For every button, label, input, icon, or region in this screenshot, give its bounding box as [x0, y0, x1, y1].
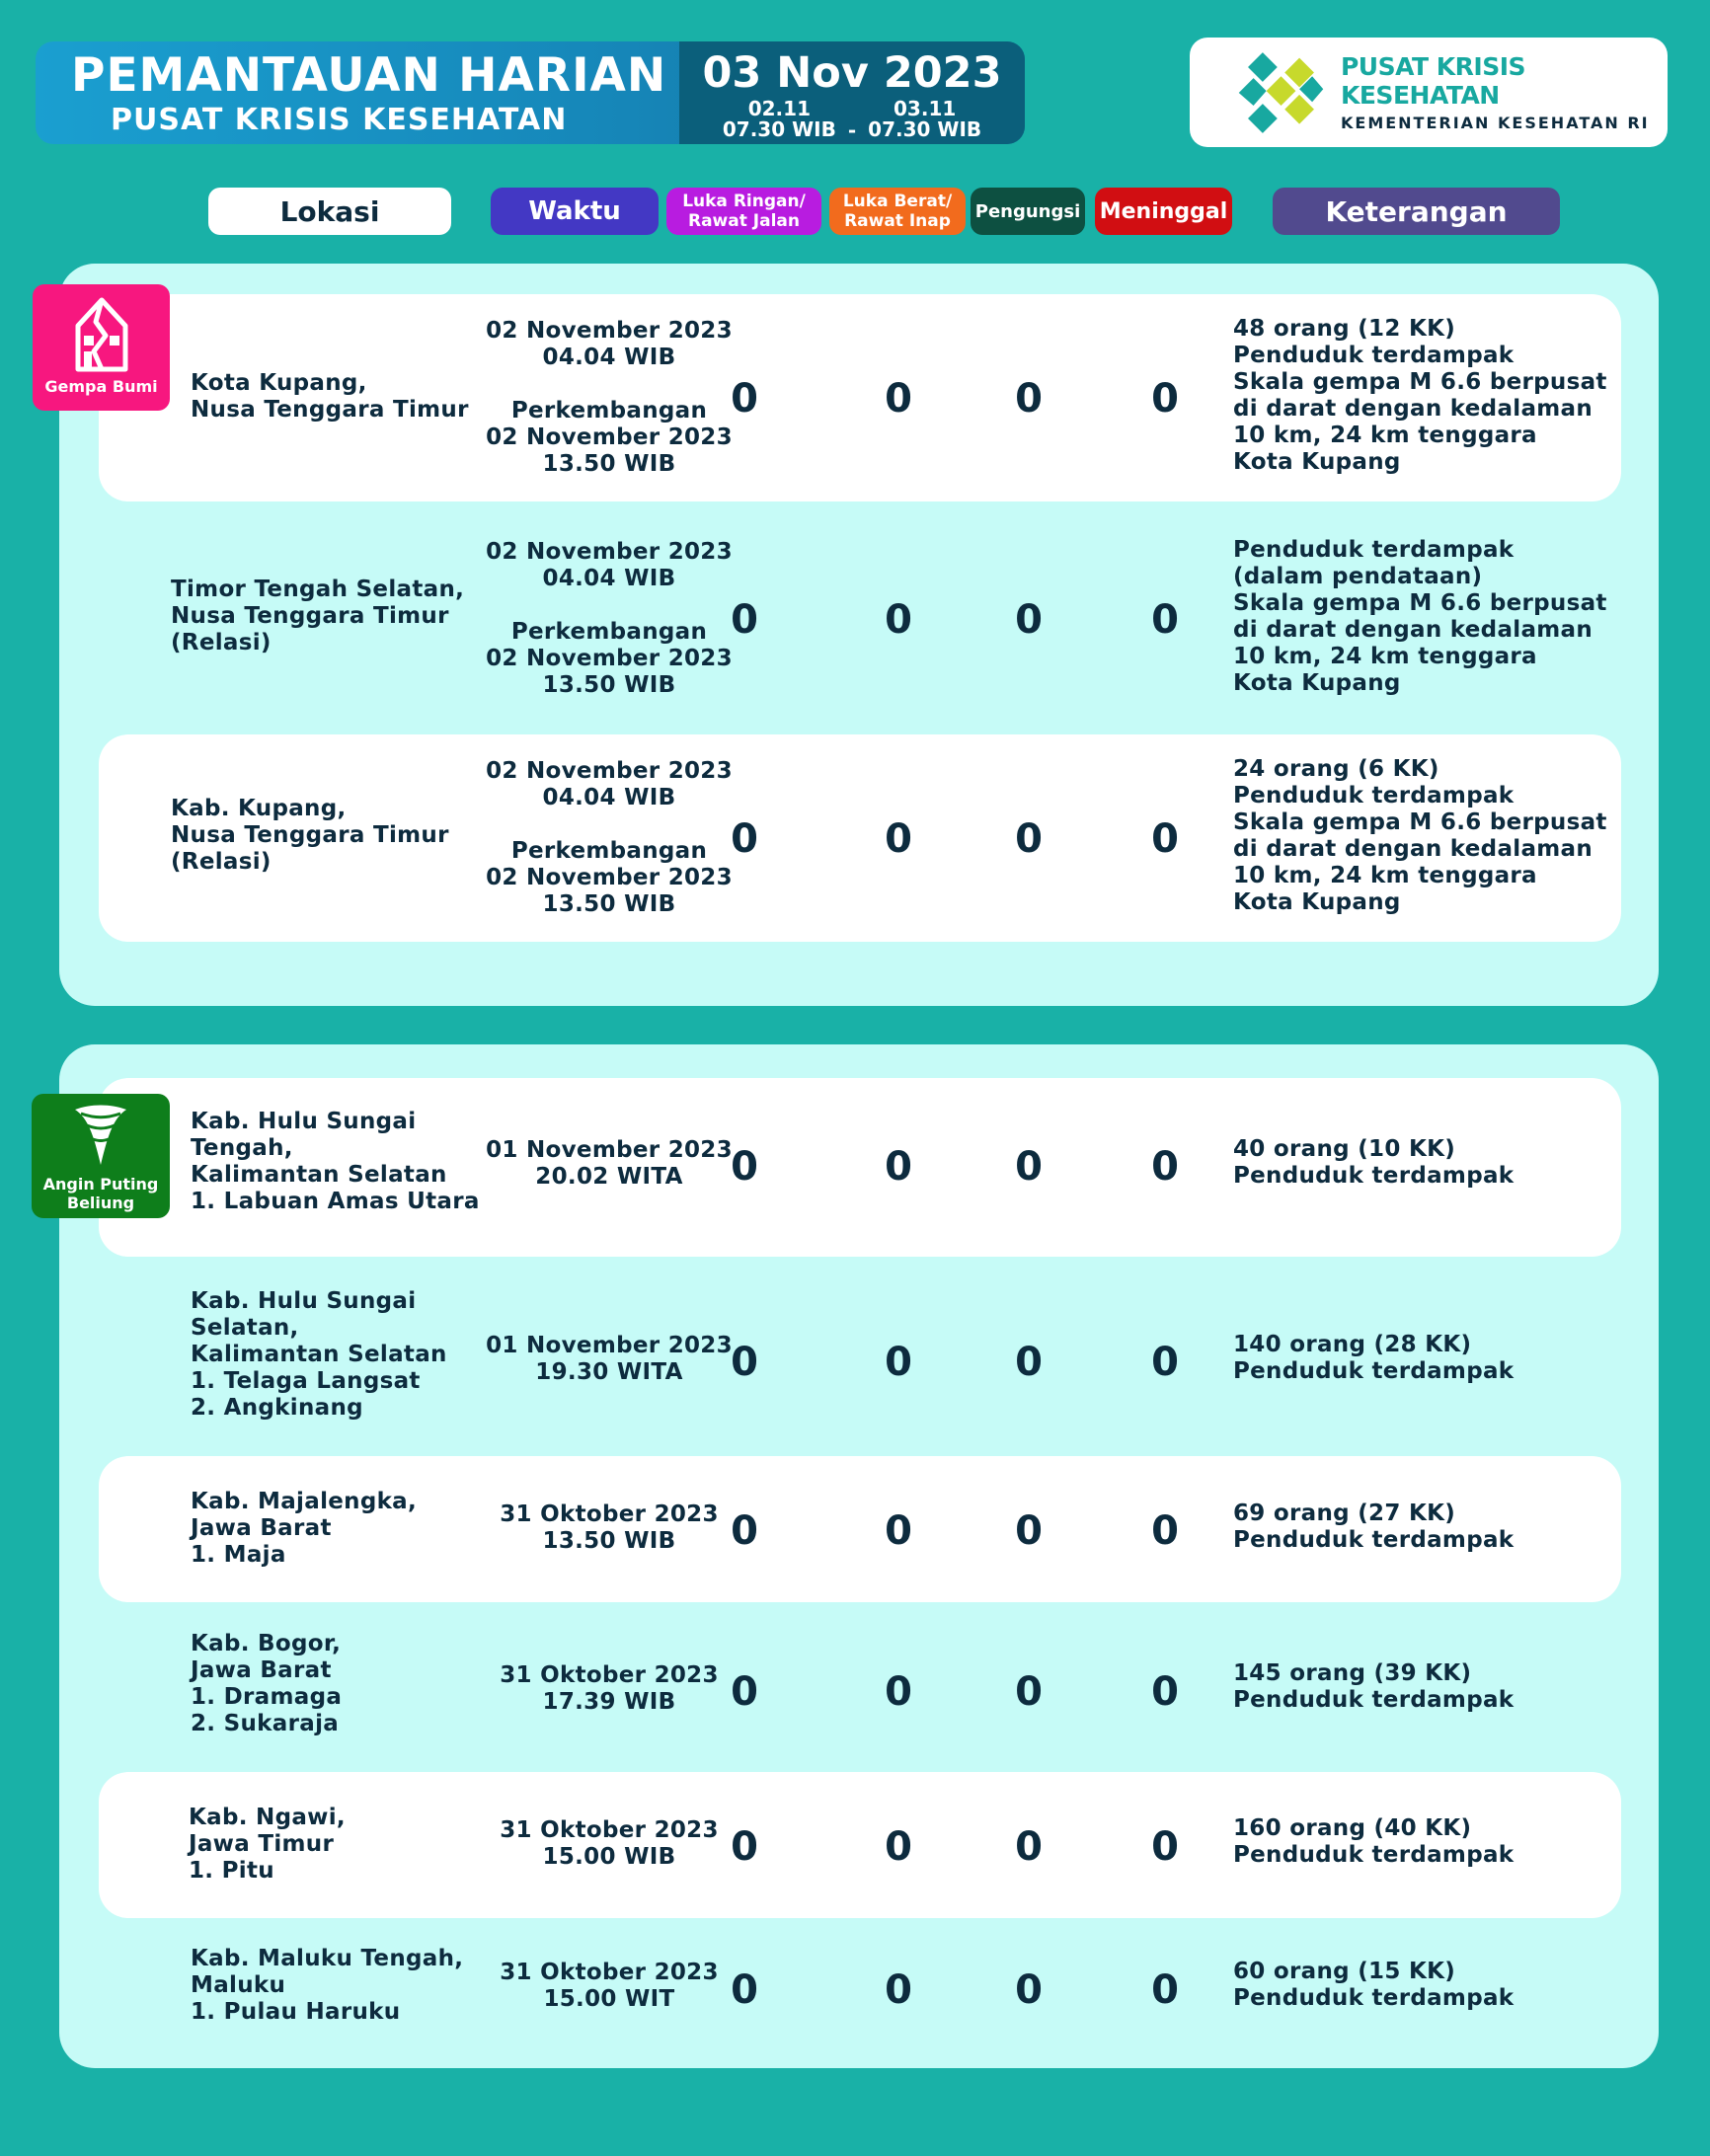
row-luka-berat: 0 — [885, 376, 912, 422]
report-range — [679, 99, 1025, 141]
column-luka-ringan: Luka Ringan/ Rawat Jalan — [666, 188, 821, 235]
column-keterangan: Keterangan — [1273, 188, 1560, 235]
row-luka-berat: 0 — [885, 816, 912, 862]
angin-puting-beliung-label: Angin Puting Beliung — [42, 1175, 159, 1212]
gempa-bumi-badge — [33, 284, 170, 411]
row-keterangan: 69 orang (27 KK) Penduduk terdampak — [1233, 1501, 1515, 1553]
organization-logo — [1190, 38, 1668, 147]
row-keterangan: 40 orang (10 KK) Penduduk terdampak — [1233, 1136, 1515, 1189]
range-start-date: 02.11 — [747, 97, 811, 120]
row-pengungsi: 0 — [1015, 1144, 1043, 1190]
row-luka-berat: 0 — [885, 1340, 912, 1385]
table-row — [99, 1772, 1621, 1918]
row-pengungsi: 0 — [1015, 376, 1043, 422]
row-lokasi: Kab. Bogor, Jawa Barat 1. Dramaga 2. Sukaraja — [191, 1631, 343, 1736]
page-subtitle: PUSAT KRISIS KESEHATAN — [111, 103, 568, 137]
logo-org: KEMENTERIAN KESEHATAN RI — [1340, 114, 1650, 132]
row-meninggal: 0 — [1151, 1144, 1179, 1190]
table-row — [99, 1273, 1621, 1449]
row-pengungsi: 0 — [1015, 1824, 1043, 1870]
row-pengungsi: 0 — [1015, 1508, 1043, 1554]
table-row — [99, 294, 1621, 501]
range-start-time: 07.30 WIB — [722, 117, 836, 141]
logo-text — [1341, 52, 1668, 132]
row-meninggal: 0 — [1151, 1340, 1179, 1385]
row-lokasi: Kab. Ngawi, Jawa Timur 1. Pitu — [189, 1805, 346, 1884]
row-waktu: 01 November 2023 20.02 WITA — [486, 1137, 733, 1190]
column-meninggal: Meninggal — [1095, 188, 1232, 235]
column-pengungsi: Pengungsi — [971, 188, 1085, 235]
row-lokasi: Kab. Maluku Tengah, Maluku 1. Pulau Haruku — [191, 1946, 464, 2025]
row-lokasi: Kab. Hulu Sungai Tengah, Kalimantan Selatan 1. Labuan Amas Utara — [191, 1109, 480, 1214]
range-end — [868, 99, 981, 141]
table-row — [99, 734, 1621, 942]
row-meninggal: 0 — [1151, 1824, 1179, 1870]
table-row — [99, 1456, 1621, 1602]
row-luka-ringan: 0 — [731, 816, 758, 862]
row-pengungsi: 0 — [1015, 1669, 1043, 1715]
header-date-block — [679, 41, 1025, 144]
row-waktu: 02 November 2023 04.04 WIB Perkembangan 02 November 2023 13.50 WIB — [486, 539, 733, 698]
row-luka-berat: 0 — [885, 1508, 912, 1554]
health-crisis-logo-icon — [1235, 45, 1327, 140]
row-luka-ringan: 0 — [731, 1144, 758, 1190]
house-crack-icon — [70, 292, 133, 373]
row-meninggal: 0 — [1151, 816, 1179, 862]
page-title: PEMANTAUAN HARIAN — [71, 48, 667, 103]
row-pengungsi: 0 — [1015, 1340, 1043, 1385]
row-waktu: 31 Oktober 2023 15.00 WIB — [500, 1817, 719, 1870]
gempa-bumi-label: Gempa Bumi — [44, 377, 158, 396]
row-keterangan: 60 orang (15 KK) Penduduk terdampak — [1233, 1959, 1515, 2011]
row-luka-berat: 0 — [885, 597, 912, 643]
row-meninggal: 0 — [1151, 1669, 1179, 1715]
table-row — [99, 1078, 1621, 1257]
row-waktu: 31 Oktober 2023 17.39 WIB — [500, 1662, 719, 1715]
row-luka-berat: 0 — [885, 1669, 912, 1715]
row-luka-berat: 0 — [885, 1144, 912, 1190]
row-luka-ringan: 0 — [731, 1340, 758, 1385]
row-waktu: 02 November 2023 04.04 WIB Perkembangan 02 November 2023 13.50 WIB — [486, 318, 733, 477]
row-luka-berat: 0 — [885, 1967, 912, 2013]
row-waktu: 31 Oktober 2023 15.00 WIT — [500, 1960, 719, 2012]
row-lokasi: Kab. Hulu Sungai Selatan, Kalimantan Selatan 1. Telaga Langsat 2. Angkinang — [191, 1288, 447, 1421]
row-luka-ringan: 0 — [731, 1967, 758, 2013]
row-keterangan: 140 orang (28 KK) Penduduk terdampak — [1233, 1332, 1515, 1384]
row-pengungsi: 0 — [1015, 597, 1043, 643]
row-keterangan: 160 orang (40 KK) Penduduk terdampak — [1233, 1815, 1515, 1868]
row-lokasi: Kab. Majalengka, Jawa Barat 1. Maja — [191, 1489, 418, 1568]
row-lokasi: Kab. Kupang, Nusa Tenggara Timur (Relasi) — [171, 796, 449, 875]
report-date: 03 Nov 2023 — [702, 48, 1002, 98]
row-waktu: 31 Oktober 2023 13.50 WIB — [500, 1502, 719, 1554]
angin-puting-beliung-badge — [32, 1094, 170, 1218]
range-end-time: 07.30 WIB — [868, 117, 982, 141]
row-keterangan: 48 orang (12 KK) Penduduk terdampak Skala gempa M 6.6 berpusat di darat dengan kedalaman 10 km, 24 km tenggara Kota Kupang — [1233, 316, 1607, 475]
column-luka-berat: Luka Berat/ Rawat Inap — [829, 188, 966, 235]
row-meninggal: 0 — [1151, 597, 1179, 643]
logo-name: PUSAT KRISIS KESEHATAN — [1340, 52, 1526, 110]
range-end-date: 03.11 — [894, 97, 957, 120]
row-luka-ringan: 0 — [731, 1669, 758, 1715]
row-meninggal: 0 — [1151, 1508, 1179, 1554]
column-waktu: Waktu — [491, 188, 659, 235]
header-banner — [36, 41, 1025, 144]
row-luka-berat: 0 — [885, 1824, 912, 1870]
row-lokasi: Kota Kupang, Nusa Tenggara Timur — [191, 370, 469, 423]
row-luka-ringan: 0 — [731, 1824, 758, 1870]
row-pengungsi: 0 — [1015, 816, 1043, 862]
row-keterangan: 24 orang (6 KK) Penduduk terdampak Skala gempa M 6.6 berpusat di darat dengan kedalaman 10 km, 24 km tenggara Kota Kupang — [1233, 756, 1607, 915]
range-separator: - — [847, 118, 857, 142]
row-waktu: 01 November 2023 19.30 WITA — [486, 1333, 733, 1385]
table-row — [99, 1930, 1621, 2058]
range-start — [723, 99, 836, 141]
row-waktu: 02 November 2023 04.04 WIB Perkembangan 02 November 2023 13.50 WIB — [486, 758, 733, 917]
header-title-block — [36, 41, 679, 144]
row-luka-ringan: 0 — [731, 597, 758, 643]
row-keterangan: 145 orang (39 KK) Penduduk terdampak — [1233, 1660, 1515, 1713]
table-row — [99, 515, 1621, 723]
row-luka-ringan: 0 — [731, 1508, 758, 1554]
column-lokasi: Lokasi — [208, 188, 451, 235]
row-lokasi: Timor Tengah Selatan, Nusa Tenggara Timur (Relasi) — [171, 577, 465, 655]
row-pengungsi: 0 — [1015, 1967, 1043, 2013]
row-meninggal: 0 — [1151, 376, 1179, 422]
row-keterangan: Penduduk terdampak (dalam pendataan) Skala gempa M 6.6 berpusat di darat dengan kedalaman 10 km, 24 km tenggara Kota Kupang — [1233, 537, 1607, 696]
row-meninggal: 0 — [1151, 1967, 1179, 2013]
row-luka-ringan: 0 — [731, 376, 758, 422]
tornado-icon — [71, 1102, 130, 1171]
table-row — [99, 1617, 1621, 1763]
